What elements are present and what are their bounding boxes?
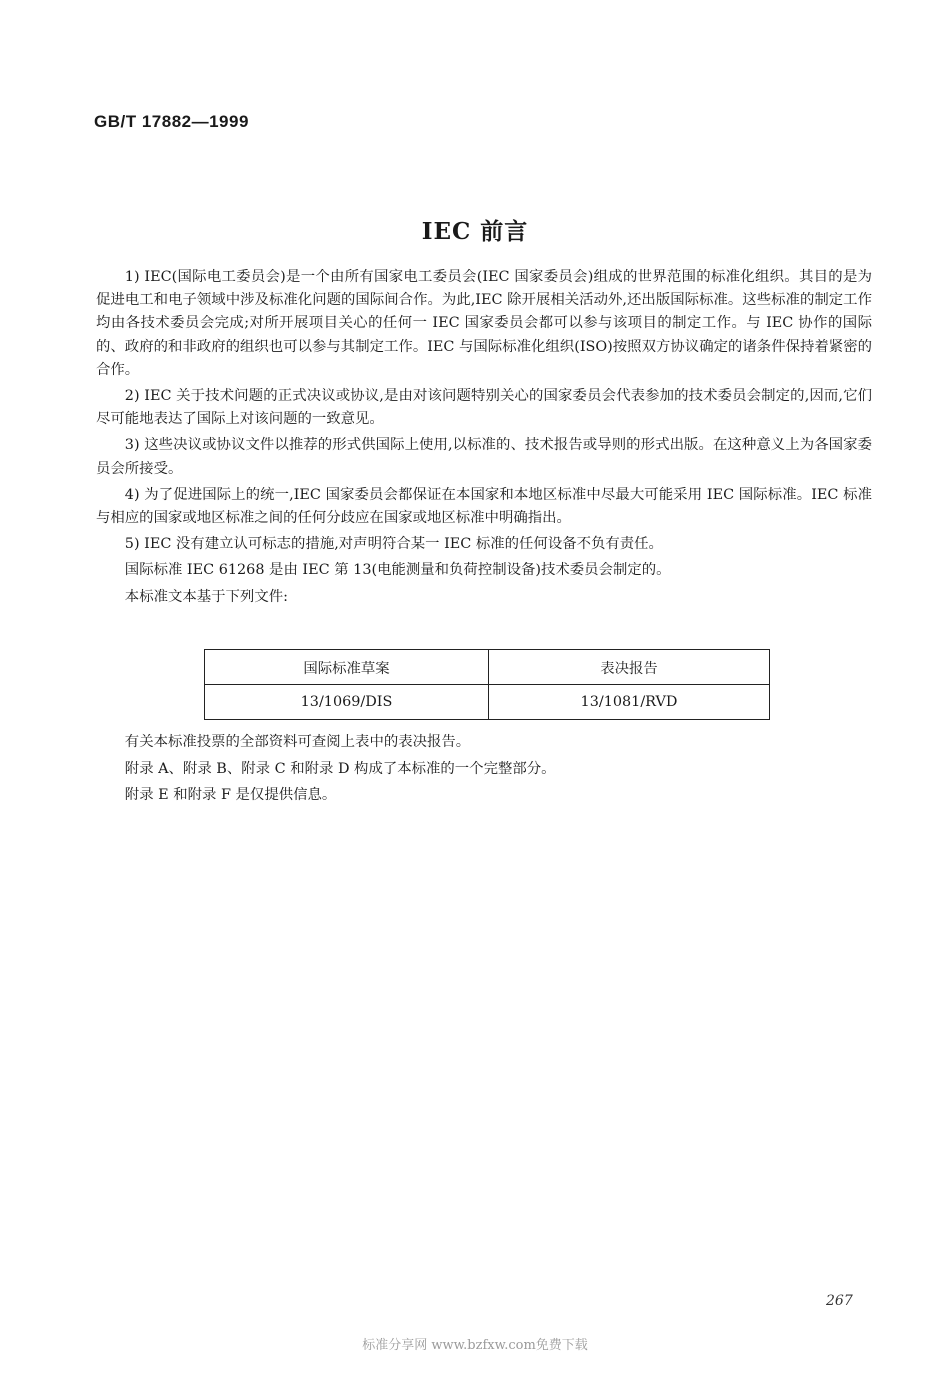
paragraph-documents-intro: 本标准文本基于下列文件: (124, 588, 288, 605)
note-informative-annexes: 附录 E 和附录 F 是仅提供信息。 (124, 787, 337, 803)
documents-table (204, 649, 770, 720)
paragraph-committee: 国际标准 IEC 61268 是由 IEC 第 13(电能测量和负荷控制设备)技术委员会制定的。 (124, 562, 671, 579)
foreword-body (96, 266, 872, 612)
paragraph-2: 2) IEC 关于技术问题的正式决议或协议,是由对该问题特别关心的国家委员会代表参加的技术委员会制定的,因而,它们尽可能地表达了国际上对该问题的一致意见。 (96, 388, 872, 428)
after-table-notes (96, 730, 872, 810)
paragraph-1: 1) IEC(国际电工委员会)是一个由所有国家电工委员会(IEC 国家委员会)组成的世界范围的标准化组织。其目的是为促进电工和电子领域中涉及标准化问题的国际间合作。为此,IEC 除开展相关活动外,还出版国际标准。这些标准的制定工作均由各技术委员会完成;对所开展项目关心的任何一 IEC 国家委员会都可以参与该项目的制定工作。与 IEC 协作的国际的、政府的和非政府的组织也可以参与其制定工作。IEC 与国际标准化组织(ISO)按照双方协议确定的诸条件保持着紧密的合作。 (96, 269, 872, 378)
table-header-cell: 表决报告 (489, 650, 770, 685)
watermark-text: 标准分享网 www.bzfxw.com免费下载 (362, 1338, 588, 1353)
paragraph-3: 3) 这些决议或协议文件以推荐的形式供国际上使用,以标准的、技术报告或导则的形式出版。在这种意义上为各国家委员会所接受。 (96, 437, 872, 477)
table-header-row (205, 650, 770, 685)
paragraph-4: 4) 为了促进国际上的统一,IEC 国家委员会都保证在本国家和本地区标准中尽最大可能采用 IEC 国际标准。IEC 标准与相应的国家或地区标准之间的任何分歧应在国家或地区标准中明确指出。 (96, 486, 872, 527)
table-row (205, 685, 770, 720)
page-number: 267 (826, 1293, 853, 1309)
paragraph-5: 5) IEC 没有建立认可标志的措施,对声明符合某一 IEC 标准的任何设备不负有责任。 (124, 536, 663, 553)
table-cell: 13/1069/DIS (205, 685, 489, 720)
table-cell: 13/1081/RVD (489, 685, 770, 720)
note-normative-annexes: 附录 A、附录 B、附录 C 和附录 D 构成了本标准的一个完整部分。 (124, 760, 556, 777)
note-voting: 有关本标准投票的全部资料可查阅上表中的表决报告。 (124, 734, 471, 750)
standard-code: GB/T 17882—1999 (94, 112, 249, 131)
page-title: IEC 前言 (421, 218, 529, 245)
table-header-cell: 国际标准草案 (205, 650, 489, 685)
